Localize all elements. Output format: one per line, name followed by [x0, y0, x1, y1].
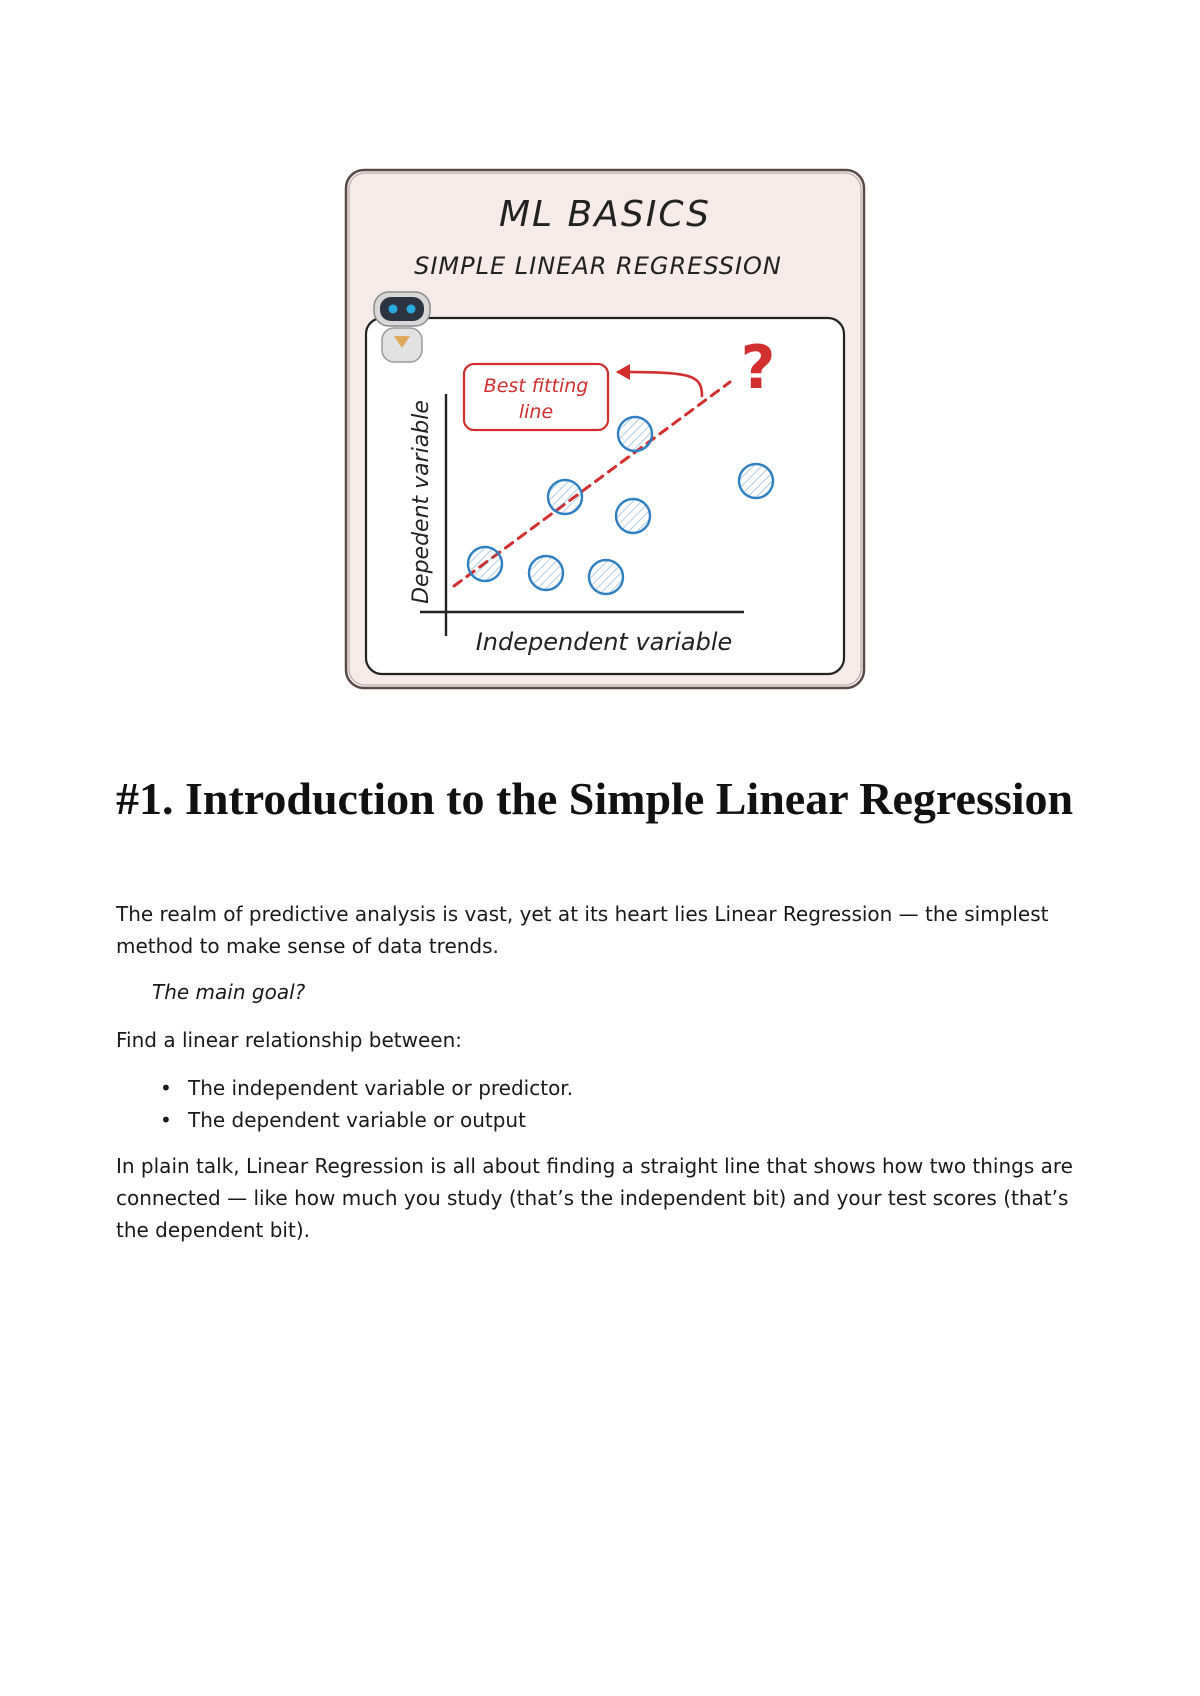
- bullet-marker: •: [160, 1108, 172, 1132]
- bullet-marker: •: [160, 1076, 172, 1100]
- y-axis-label: Depedent variable: [409, 400, 434, 604]
- plain-talk-paragraph: In plain talk, Linear Regression is all about finding a straight line that shows how two things are connected — like how much you study (that’s the independent bit) and your test scores (that’s the dependent bit).: [116, 1154, 1073, 1242]
- data-point: [468, 547, 502, 581]
- question-mark-icon: ?: [740, 333, 776, 403]
- section-heading: #1. Introduction to the Simple Linear Regression: [116, 773, 1074, 824]
- figure-subtitle: SIMPLE LINEAR REGRESSION: [414, 252, 782, 280]
- intro-paragraph: The realm of predictive analysis is vast, yet at its heart lies Linear Regression — the simplest method to make sense of data trends.: [116, 902, 1049, 958]
- variable-list: [116, 1072, 573, 1136]
- list-item-text: The independent variable or predictor.: [188, 1076, 574, 1100]
- best-fit-callout: [464, 364, 608, 430]
- goal-question: The main goal?: [152, 980, 306, 1004]
- ml-basics-illustration: [340, 166, 870, 696]
- list-item: [116, 1072, 573, 1104]
- data-point: [589, 560, 623, 594]
- data-point: [618, 417, 652, 451]
- x-axis-label: Independent variable: [475, 628, 733, 656]
- list-item: [116, 1104, 573, 1136]
- list-item-text: The dependent variable or output: [188, 1108, 526, 1132]
- data-point: [616, 499, 650, 533]
- data-point: [529, 556, 563, 590]
- callout-line-1: Best fitting: [483, 375, 589, 397]
- figure-title: ML BASICS: [498, 194, 712, 235]
- find-relationship-paragraph: Find a linear relationship between:: [116, 1028, 463, 1052]
- data-point: [739, 464, 773, 498]
- data-point: [548, 480, 582, 514]
- callout-line-2: line: [518, 401, 554, 423]
